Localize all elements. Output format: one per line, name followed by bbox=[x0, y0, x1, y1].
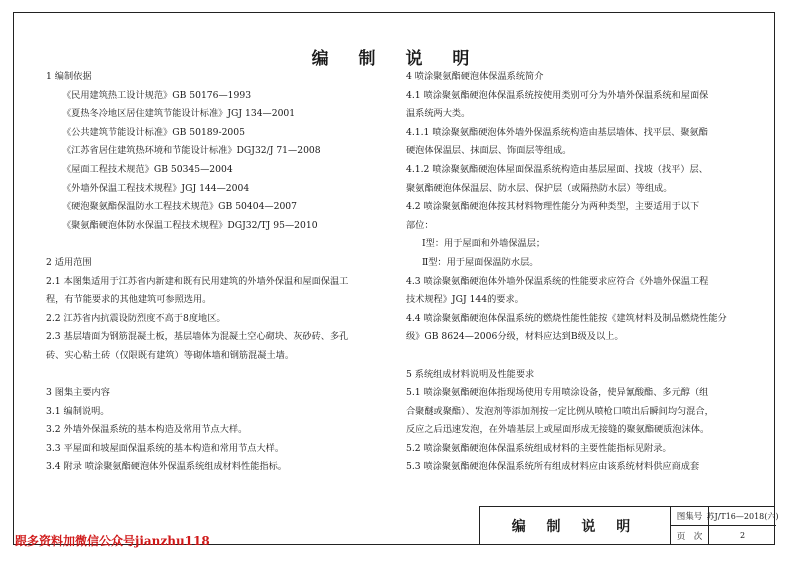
material-paragraph-line: 5.3 喷涂聚氨酯硬泡体保温系统所有组成材料应由该系统材料供应商成套 bbox=[406, 461, 700, 473]
system-paragraph-line: 部位： bbox=[406, 219, 434, 231]
atlas-number-value: 苏J/T16—2018(六) bbox=[706, 511, 779, 521]
page-number-value: 2 bbox=[739, 531, 746, 540]
scope-paragraph-line: 砖、实心粘土砖（仅限既有建筑）等砌体墙和钢筋混凝土墙。 bbox=[46, 349, 295, 361]
atlas-number-row bbox=[671, 507, 779, 526]
scope-paragraph-line: 程，有节能要求的其他建筑可参照选用。 bbox=[46, 294, 212, 306]
system-paragraph-line: 4.3 喷涂聚氨酯硬泡体外墙外保温系统的性能要求应符合《外墙外保温工程 bbox=[406, 275, 709, 287]
scope-paragraph-line: 2.2 江苏省内抗震设防烈度不高于8度地区。 bbox=[46, 312, 226, 324]
type-item: Ⅱ型：用于屋面保温防水层。 bbox=[422, 256, 539, 268]
section-1-heading: 1 编制依据 bbox=[46, 71, 92, 82]
reference-item: 《屋面工程技术规范》GB 50345—2004 bbox=[62, 163, 233, 175]
watermark-text: 跟多资料加微信公众号jianzhu118 bbox=[15, 534, 210, 548]
reference-item: 《硬泡聚氨酯保温防水工程技术规范》GB 50404—2007 bbox=[62, 201, 297, 213]
system-paragraph-line: 4.4 喷涂聚氨酯硬泡体保温系统的燃烧性能性能按《建筑材料及制品燃烧性能分 bbox=[406, 312, 727, 324]
material-paragraph-line: 合聚醚或聚酯）、发泡剂等添加剂按一定比例从喷枪口喷出后瞬间均匀混合， bbox=[406, 405, 714, 417]
material-paragraph-line: 5.2 喷涂聚氨酯硬泡体保温系统组成材料的主要性能指标见附录。 bbox=[406, 442, 672, 454]
reference-item: 《夏热冬冷地区居住建筑节能设计标准》JGJ 134—2001 bbox=[62, 108, 296, 120]
system-paragraph-line: 温系统两大类。 bbox=[406, 108, 471, 120]
scope-paragraph-line: 2.3 基层墙面为钢筋混凝土板，基层墙体为混凝土空心砌块、灰砂砖、多孔 bbox=[46, 331, 349, 343]
system-paragraph-line: 技术规程》JGJ 144的要求。 bbox=[406, 294, 524, 306]
left-column bbox=[46, 68, 386, 477]
material-paragraph-line: 反应之后迅速发泡，在外墙基层上或屋面形成无接缝的聚氨酯硬质泡沫体。 bbox=[406, 424, 710, 436]
system-paragraph-line: 级》GB 8624—2006分级，材料应达到B级及以上。 bbox=[406, 331, 624, 343]
page-number-row bbox=[671, 526, 776, 545]
scope-paragraph-line: 2.1 本图集适用于江苏省内新建和既有民用建筑的外墙外保温和屋面保温工 bbox=[46, 275, 349, 287]
section-2-heading: 2 适用范围 bbox=[46, 256, 92, 268]
atlas-number-label: 图集号 bbox=[671, 507, 709, 525]
system-paragraph-line: 4.1.1 喷涂聚氨酯硬泡体外墙外保温系统构造由基层墙体、找平层、聚氨酯 bbox=[406, 126, 708, 138]
section-5-heading: 5 系统组成材料说明及性能要求 bbox=[406, 368, 535, 380]
reference-item: 《聚氨酯硬泡体防水保温工程技术规程》DGJ32/TJ 95—2010 bbox=[62, 219, 318, 231]
reference-item: 《江苏省居住建筑热环境和节能设计标准》DGJ32/J 71—2008 bbox=[62, 145, 321, 157]
reference-item: 《公共建筑节能设计标准》GB 50189-2005 bbox=[62, 126, 245, 138]
system-paragraph-line: 硬泡体保温层、抹面层、饰面层等组成。 bbox=[406, 145, 572, 157]
right-column bbox=[406, 68, 761, 477]
system-paragraph-line: 聚氨酯硬泡体保温层、防水层、保护层（或隔热防水层）等组成。 bbox=[406, 182, 673, 194]
system-paragraph-line: 4.2 喷涂聚氨酯硬泡体按其材料物理性能分为两种类型，主要适用于以下 bbox=[406, 201, 700, 213]
content-item: 3.1 编制说明。 bbox=[46, 405, 110, 417]
reference-item: 《民用建筑热工设计规范》GB 50176—1993 bbox=[62, 89, 252, 101]
content-item: 3.3 平屋面和坡屋面保温系统的基本构造和常用节点大样。 bbox=[46, 442, 285, 454]
page-title: 编 制 说 明 bbox=[311, 49, 482, 69]
material-paragraph-line: 5.1 喷涂聚氨酯硬泡体指现场使用专用喷涂设备，使异氰酸酯、多元醇（组 bbox=[406, 387, 709, 399]
page-number-label: 页 次 bbox=[671, 526, 709, 545]
title-block bbox=[479, 506, 779, 545]
system-paragraph-line: 4.1.2 喷涂聚氨酯硬泡体屋面保温系统构造由基层屋面、找坡（找平）层、 bbox=[406, 163, 708, 175]
title-block-name: 编 制 说 明 bbox=[480, 507, 671, 545]
type-item: Ⅰ型：用于屋面和外墙保温层； bbox=[422, 238, 546, 250]
content-item: 3.4 附录 喷涂聚氨酯硬泡体外保温系统组成材料性能指标。 bbox=[46, 461, 287, 473]
section-4-heading: 4 喷涂聚氨酯硬泡体保温系统简介 bbox=[406, 71, 544, 82]
content-item: 3.2 外墙外保温系统的基本构造及常用节点大样。 bbox=[46, 424, 248, 436]
system-paragraph-line: 4.1 喷涂聚氨酯硬泡体保温系统按使用类别可分为外墙外保温系统和屋面保 bbox=[406, 89, 709, 101]
reference-item: 《外墙外保温工程技术规程》JGJ 144—2004 bbox=[62, 182, 250, 194]
section-3-heading: 3 图集主要内容 bbox=[46, 387, 110, 399]
